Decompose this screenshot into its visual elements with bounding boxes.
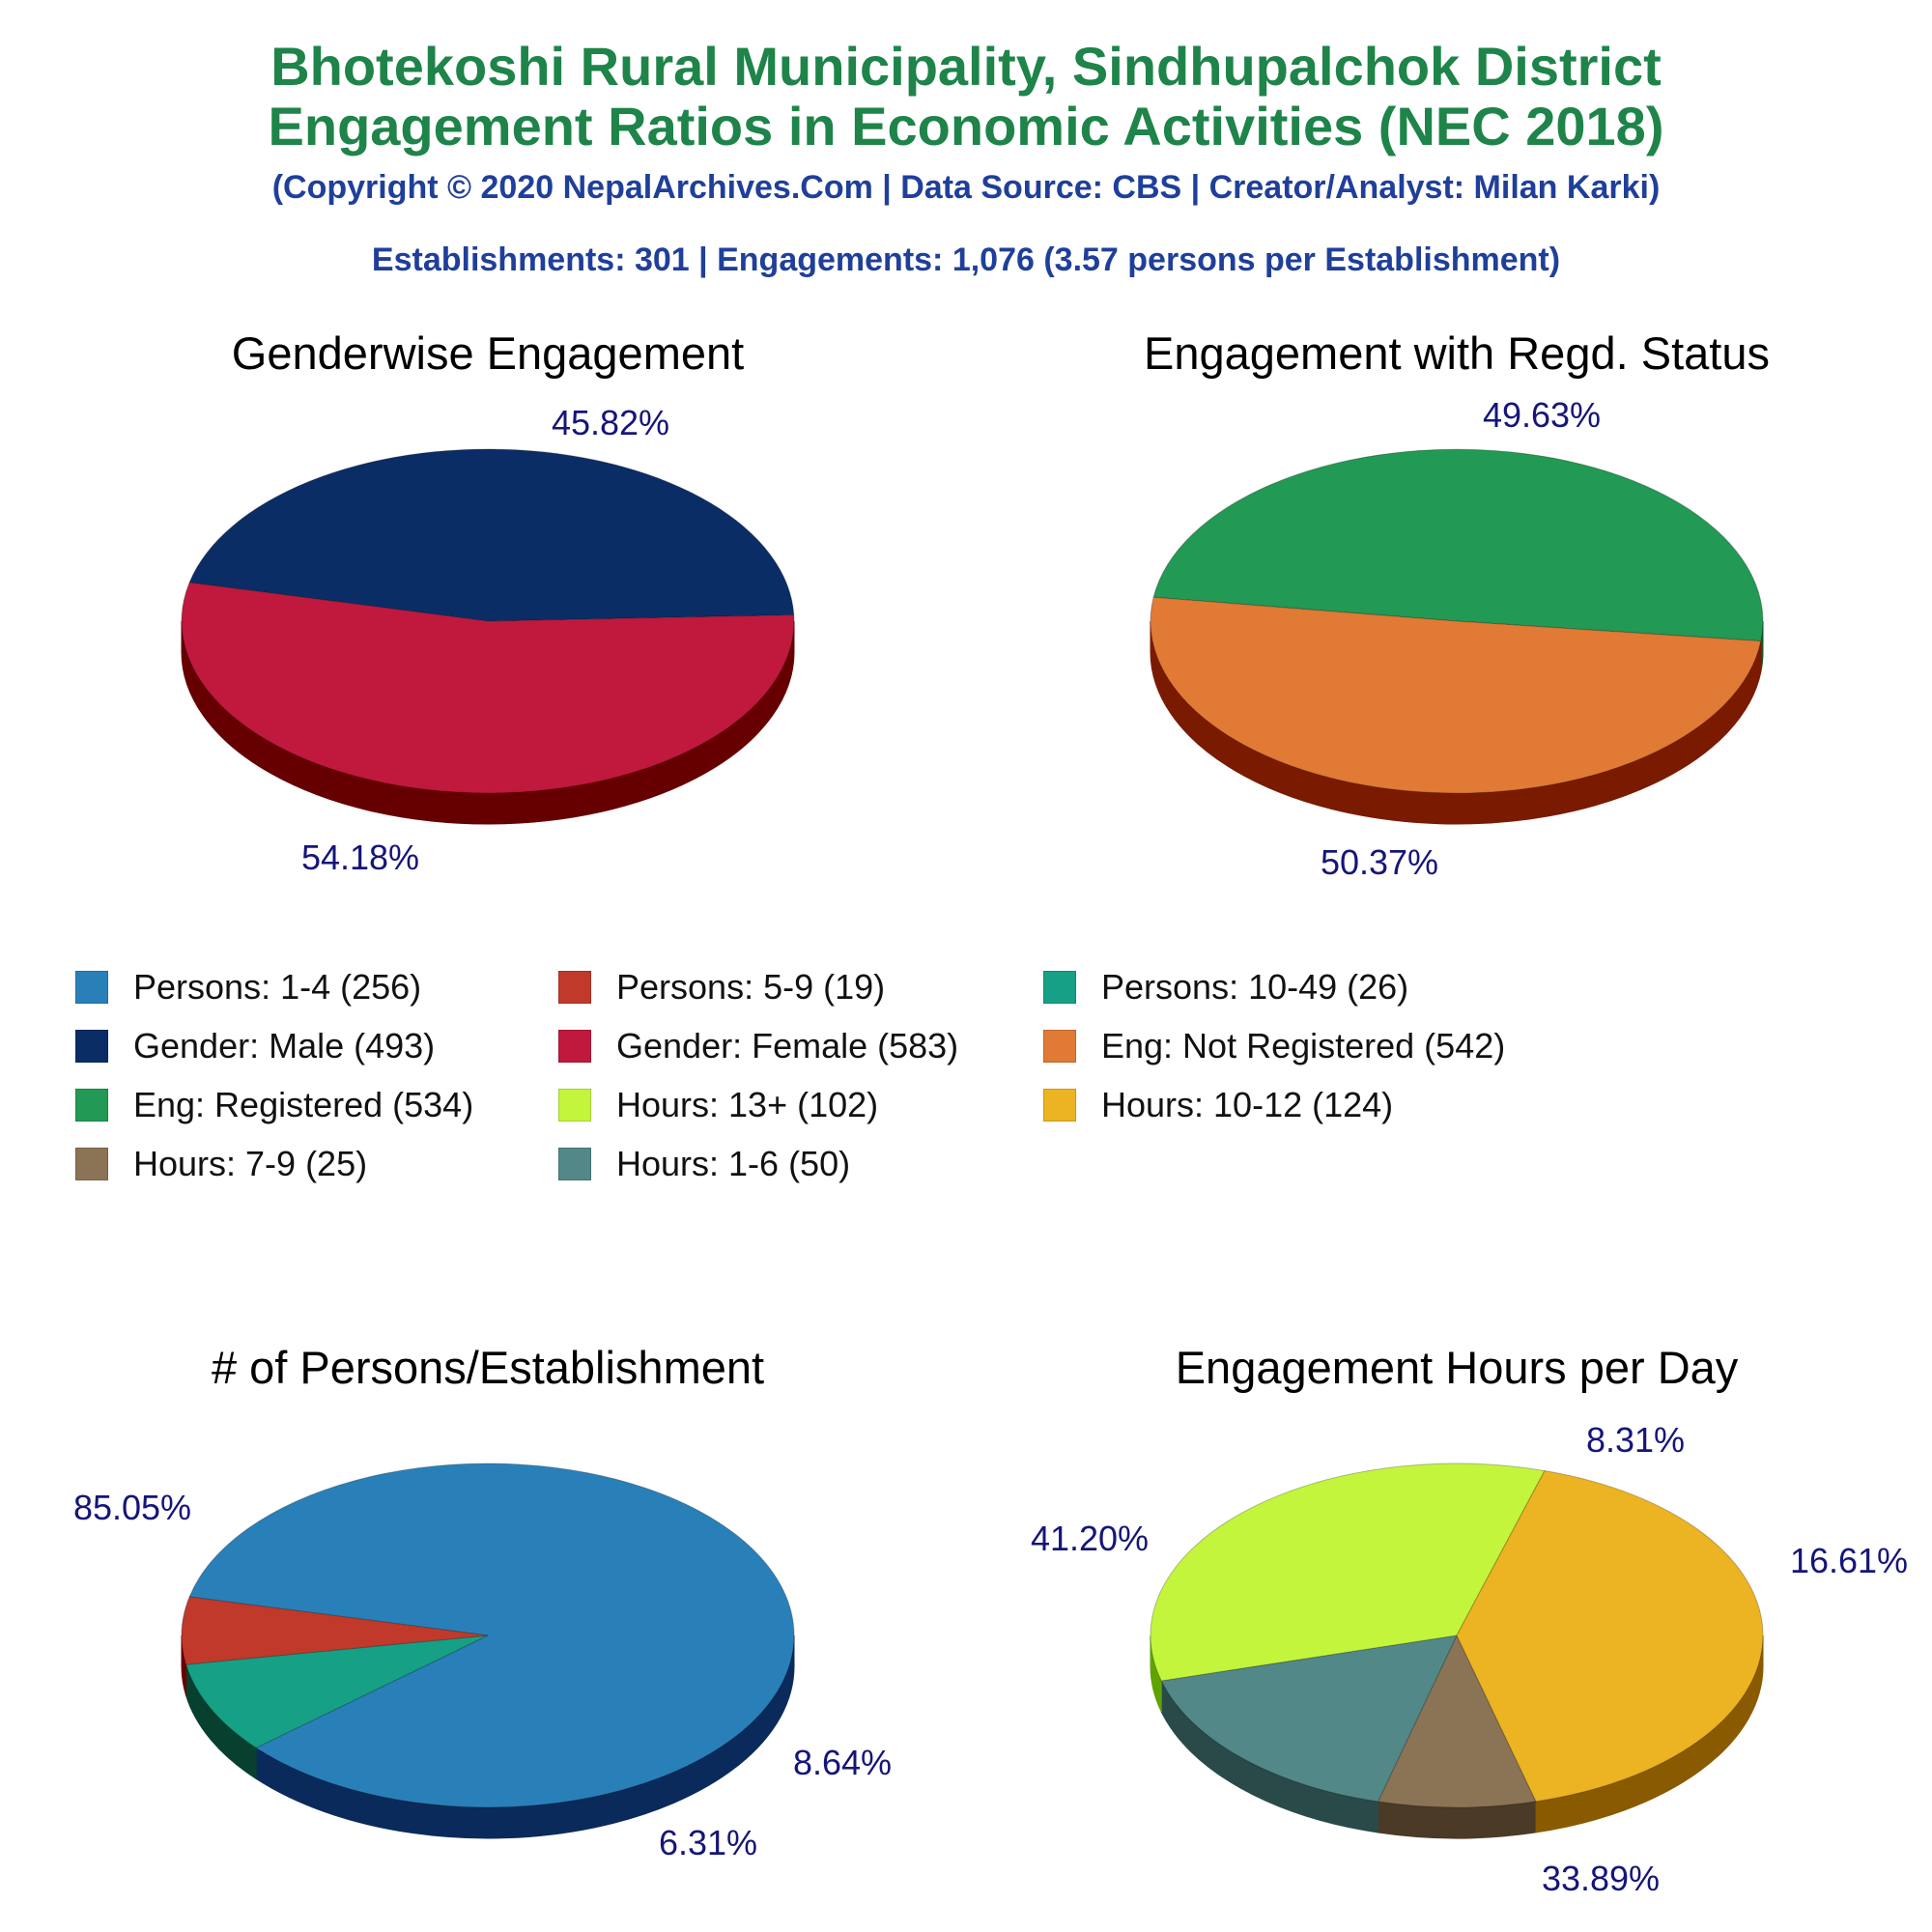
legend-swatch [1043, 1089, 1076, 1122]
legend-item [1043, 1084, 1393, 1126]
pie-chart [73, 1342, 892, 1862]
legend-label: Persons: 10-49 (26) [1101, 967, 1409, 1007]
pie-data-label: 8.31% [1585, 1420, 1686, 1460]
pie-chart [1144, 327, 1770, 882]
legend-label: Hours: 10-12 (124) [1101, 1085, 1394, 1124]
legend-label: Hours: 13+ (102) [616, 1085, 879, 1124]
pie-data-label: 8.64% [792, 1743, 893, 1782]
pie-data-label: 50.37% [1320, 842, 1439, 882]
pie-chart [182, 327, 794, 877]
pie-title: Engagement Hours per Day [1175, 1342, 1739, 1393]
legend-label: Eng: Not Registered (542) [1101, 1026, 1506, 1065]
summary-text: Establishments: 301 | Engagements: 1,076 (3.57 persons per Establishment) [371, 242, 1561, 278]
legend-label: Hours: 7-9 (25) [133, 1144, 368, 1183]
legend-swatch [75, 1148, 108, 1180]
legend-item [1043, 966, 1408, 1009]
pie-data-label: 85.05% [72, 1488, 192, 1527]
legend-swatch [558, 1089, 591, 1122]
legend-label: Gender: Male (493) [133, 1026, 436, 1065]
legend-swatch [75, 1030, 108, 1063]
pie-title: # of Persons/Establishment [211, 1342, 765, 1393]
legend-item [75, 1084, 473, 1126]
pie-data-label: 54.18% [300, 838, 420, 877]
pie-chart [1031, 1342, 1908, 1898]
legend-item [558, 966, 885, 1009]
pie-data-label: 41.20% [1030, 1519, 1150, 1558]
pie-data-label: 45.82% [551, 403, 670, 442]
legend-swatch [1043, 971, 1076, 1004]
legend-swatch [558, 1148, 591, 1180]
chart-title-line2: Engagement Ratios in Economic Activities (NEC 2018) [268, 96, 1664, 156]
pie-title: Genderwise Engagement [231, 327, 745, 379]
legend-swatch [558, 971, 591, 1004]
legend-swatch [75, 971, 108, 1004]
legend-swatch [558, 1030, 591, 1063]
legend-item [75, 1143, 367, 1185]
pie-title: Engagement with Regd. Status [1144, 327, 1770, 379]
legend-label: Gender: Female (583) [616, 1026, 959, 1065]
legend-label: Hours: 1-6 (50) [616, 1144, 851, 1183]
pie-data-label: 16.61% [1789, 1541, 1909, 1580]
pie-data-label: 6.31% [658, 1823, 758, 1862]
legend-item [75, 966, 421, 1009]
legend-swatch [1043, 1030, 1076, 1063]
pie-data-label: 33.89% [1541, 1859, 1661, 1898]
chart-title-line1: Bhotekoshi Rural Municipality, Sindhupalchok District [270, 36, 1662, 97]
legend-label: Eng: Registered (534) [133, 1085, 474, 1124]
legend-item [1043, 1025, 1505, 1067]
pie-data-label: 49.63% [1482, 395, 1602, 435]
copyright-text: (Copyright © 2020 NepalArchives.Com | Data Source: CBS | Creator/Analyst: Milan Karki) [271, 169, 1661, 206]
legend-label: Persons: 5-9 (19) [616, 967, 886, 1007]
legend-item [558, 1025, 958, 1067]
legend-item [558, 1143, 850, 1185]
legend-label: Persons: 1-4 (256) [133, 967, 422, 1007]
legend-item [75, 1025, 435, 1067]
legend-item [558, 1084, 878, 1126]
legend-swatch [75, 1089, 108, 1122]
